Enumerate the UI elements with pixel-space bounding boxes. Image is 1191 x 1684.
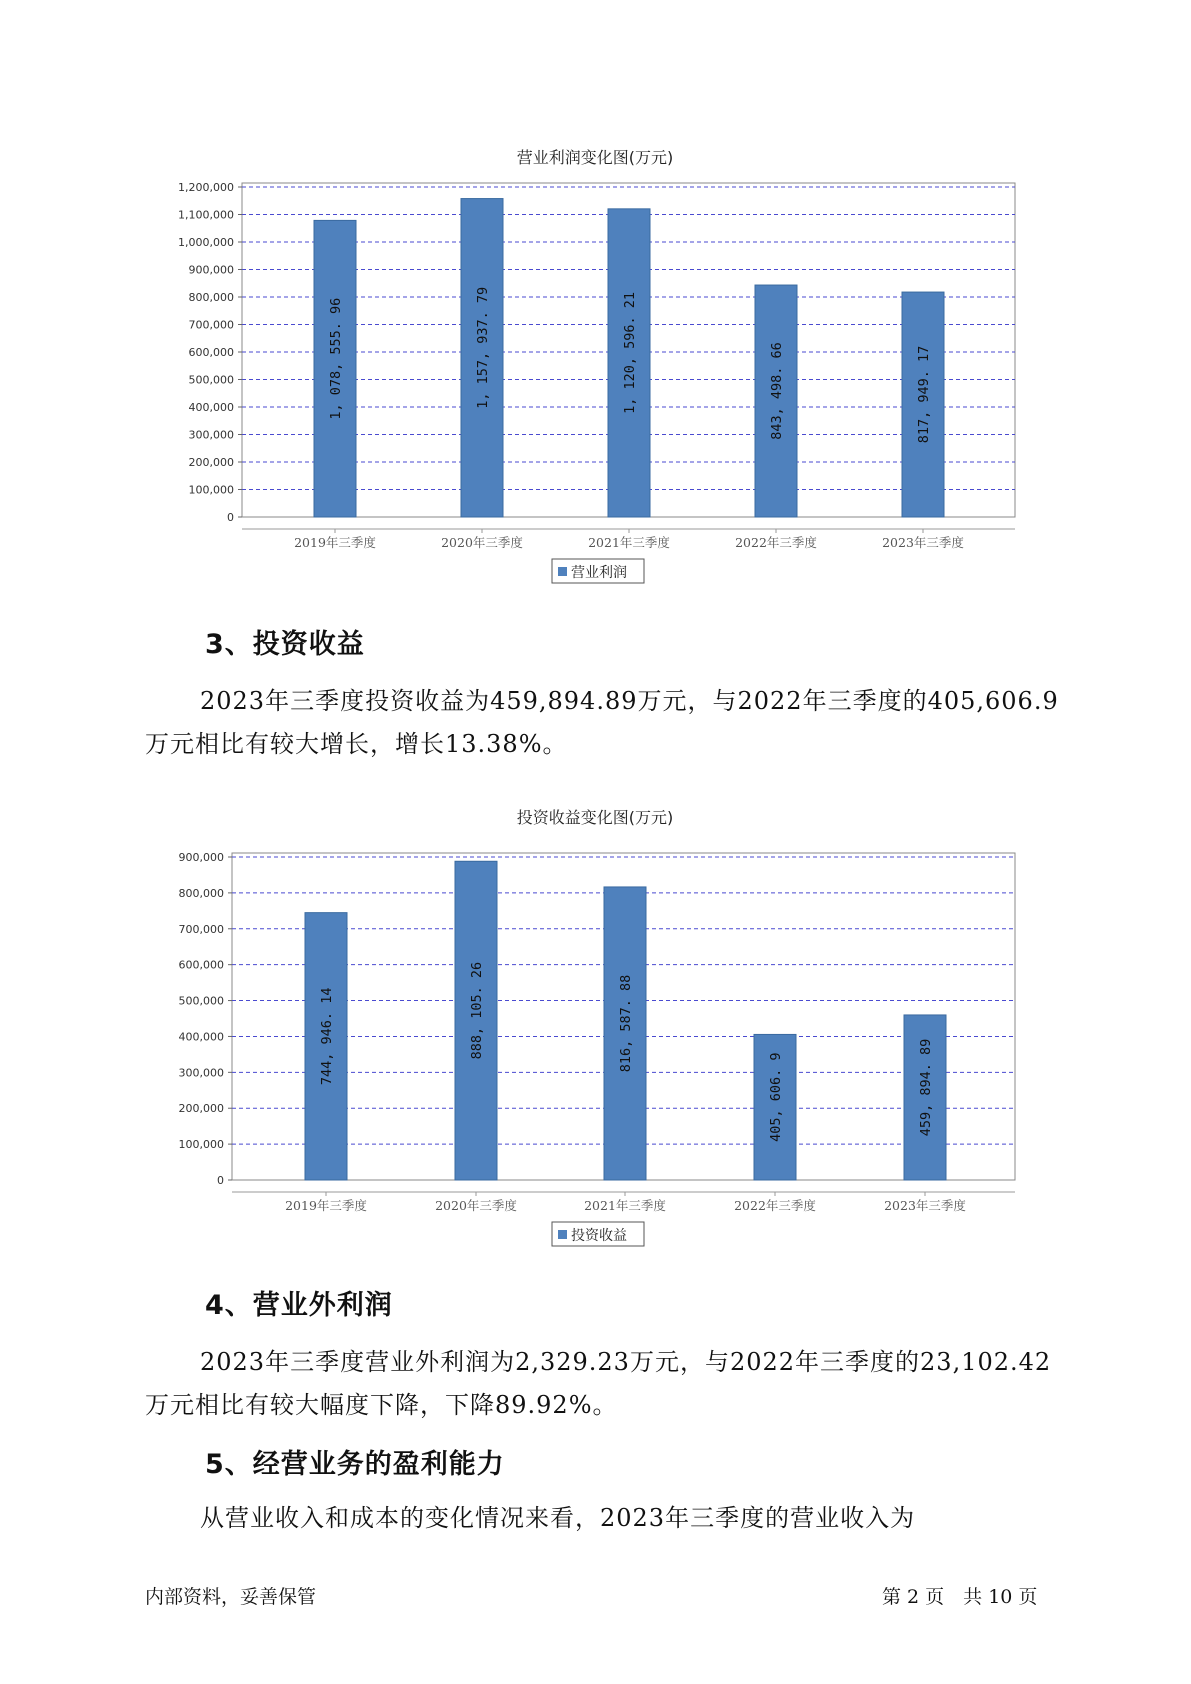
legend-swatch [558, 567, 567, 576]
operating-profit-chart-svg [0, 135, 1191, 595]
bar-value-label: 1, 120, 596. 21 [622, 291, 638, 414]
profitability-paragraph: 从营业收入和成本的变化情况来看，2023年三季度的营业收入为 [200, 1504, 916, 1532]
y-tick-label: 0 [227, 511, 234, 524]
y-tick-label: 1,000,000 [178, 236, 234, 249]
y-tick-label: 300,000 [178, 1066, 224, 1080]
x-category-label: 2021年三季度 [588, 535, 670, 550]
y-tick-label: 400,000 [178, 1030, 224, 1044]
bar-value-label: 459, 894. 89 [918, 1038, 934, 1137]
y-tick-label: 0 [217, 1174, 224, 1187]
y-tick-label: 100,000 [178, 1138, 224, 1152]
y-tick-label: 800,000 [178, 886, 224, 900]
chart-title: 投资收益变化图(万元) [516, 808, 674, 827]
footer-page-number: 第 2 页 共 10 页 [882, 1586, 1038, 1608]
y-tick-label: 500,000 [188, 373, 234, 387]
footer-confidential: 内部资料，妥善保管 [145, 1586, 317, 1608]
y-tick-label: 1,200,000 [178, 181, 234, 194]
y-tick-label: 400,000 [188, 401, 234, 414]
y-tick-label: 300,000 [188, 428, 234, 442]
x-category-label: 2019年三季度 [294, 535, 376, 550]
profitability-heading: 5、经营业务的盈利能力 [205, 1449, 505, 1480]
y-tick-label: 100,000 [188, 483, 234, 497]
y-tick-label: 1,100,000 [178, 208, 234, 222]
investment-heading: 3、投资收益 [205, 629, 365, 660]
non-operating-heading: 4、营业外利润 [205, 1290, 393, 1321]
investment-income-chart-svg [0, 795, 1191, 1255]
bar-value-label: 1, 078, 555. 96 [328, 297, 344, 420]
y-tick-label: 700,000 [188, 318, 234, 332]
chart-title: 营业利润变化图(万元) [516, 148, 674, 167]
x-category-label: 2019年三季度 [285, 1198, 367, 1213]
bar-value-label: 405, 606. 9 [768, 1052, 784, 1142]
y-tick-label: 600,000 [178, 958, 224, 972]
legend-label: 营业利润 [571, 565, 627, 581]
y-tick-label: 500,000 [178, 994, 224, 1008]
operating-profit-chart [0, 135, 1191, 595]
non-operating-paragraph: 2023年三季度营业外利润为2,329.23万元，与2022年三季度的23,102.42万元相比有较大幅度下降，下降89.92%。 [145, 1348, 1052, 1419]
y-tick-label: 600,000 [188, 346, 234, 359]
x-category-label: 2023年三季度 [882, 535, 964, 550]
x-category-label: 2022年三季度 [735, 535, 817, 550]
x-category-label: 2020年三季度 [435, 1198, 517, 1213]
x-category-label: 2022年三季度 [734, 1198, 816, 1213]
bar-value-label: 843, 498. 66 [769, 342, 785, 440]
y-tick-label: 900,000 [188, 263, 234, 277]
bar-value-label: 817, 949. 17 [916, 345, 932, 444]
x-category-label: 2021年三季度 [584, 1198, 666, 1213]
investment-income-chart [0, 795, 1191, 1255]
y-tick-label: 200,000 [178, 1102, 224, 1116]
bar-value-label: 1, 157, 937. 79 [475, 286, 491, 409]
bar-value-label: 744, 946. 14 [319, 987, 335, 1086]
x-category-label: 2020年三季度 [441, 535, 523, 550]
legend-label: 投资收益 [571, 1228, 627, 1244]
y-tick-label: 800,000 [188, 291, 234, 304]
y-tick-label: 200,000 [188, 456, 234, 469]
legend-swatch [558, 1230, 567, 1239]
bar-value-label: 816, 587. 88 [618, 974, 634, 1073]
y-tick-label: 700,000 [178, 922, 224, 936]
investment-paragraph: 2023年三季度投资收益为459,894.89万元，与2022年三季度的405,606.9万元相比有较大增长，增长13.38%。 [145, 687, 1059, 758]
x-category-label: 2023年三季度 [884, 1198, 966, 1213]
y-tick-label: 900,000 [178, 851, 224, 864]
bar-value-label: 888, 105. 26 [469, 961, 485, 1060]
